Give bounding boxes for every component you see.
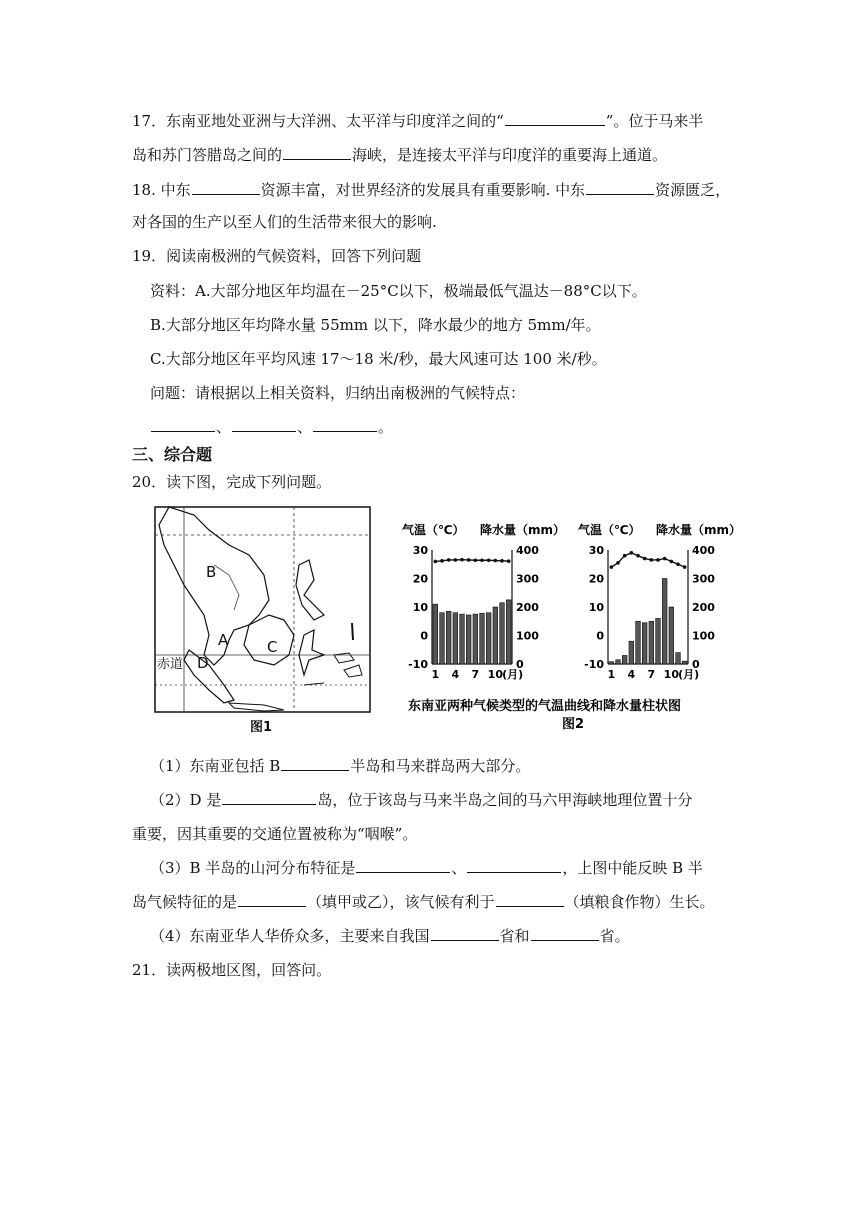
right-chart-x-tick: (月)	[678, 668, 700, 681]
left-chart-precip-bar	[500, 603, 505, 664]
q17-text-a: 17．东南亚地处亚洲与大洋洲、太平洋与印度洋之间的“	[132, 112, 504, 130]
left-chart-temp-point	[494, 559, 498, 563]
q20-sub3-blank1[interactable]	[356, 858, 450, 873]
right-chart-precip-bar	[616, 660, 621, 664]
q19-sep2: 、	[297, 418, 313, 436]
q20-sub3-blank4[interactable]	[496, 892, 564, 907]
q18-blank1[interactable]	[192, 180, 260, 195]
left-chart-precip-bar	[506, 600, 511, 664]
q17-line1	[132, 111, 703, 131]
q19-material-b: B.大部分地区年均降水量 55mm 以下，降水最少的地方 5mm/年。	[150, 316, 601, 334]
right-chart-precip-bar	[682, 661, 687, 664]
right-chart-right-tick: 100	[692, 629, 715, 643]
q19-blank1[interactable]	[151, 417, 215, 432]
left-chart-left-tick: -10	[408, 658, 428, 671]
right-chart-x-tick: 4	[627, 668, 636, 681]
figure2-charts	[400, 520, 745, 740]
right-chart-left-tick: 20	[588, 572, 604, 586]
left-chart-precip-bar	[486, 613, 491, 664]
right-chart-temp-point	[636, 554, 640, 558]
q20-sub1-blank[interactable]	[281, 756, 349, 771]
left-chart-temp-point	[447, 558, 451, 562]
left-temp-label: 气温（℃）	[402, 523, 465, 537]
q18-line1	[132, 180, 730, 200]
right-chart-precip-bar	[636, 621, 641, 664]
left-chart-left-tick: 0	[420, 629, 428, 643]
left-chart-precip-bar	[433, 604, 438, 664]
left-chart-x-tick: 1	[431, 668, 440, 681]
left-chart-left-tick: 20	[412, 572, 428, 586]
right-chart-temp-point	[656, 558, 660, 562]
map-label-c: C	[267, 638, 278, 656]
q20-sub3-cont	[132, 892, 715, 912]
map-label-equator: 赤道	[157, 657, 184, 672]
left-chart-x-tick: 10	[487, 668, 503, 681]
q20-sub4-c: 省。	[599, 927, 630, 945]
q20-sub4	[150, 926, 630, 946]
q20-sub3-b: ，上图中能反映 B 半	[562, 859, 703, 877]
q20-sub1	[150, 756, 530, 776]
q20-sub1-a: （1）东南亚包括 B	[150, 757, 281, 775]
left-chart-temp-point	[487, 558, 491, 562]
right-chart-right-tick: 300	[692, 572, 715, 586]
q17-line2	[132, 145, 667, 165]
q19-answer-row	[150, 417, 393, 437]
map-label-b: B	[206, 563, 217, 581]
right-chart-temp-point	[610, 565, 614, 569]
left-chart-precip-bar	[440, 613, 445, 664]
figure1-map	[154, 505, 372, 735]
q20-intro: 20．读下图，完成下列问题。	[132, 473, 332, 491]
q20-sub2-a: （2）D 是	[150, 791, 222, 809]
right-chart-precip-bar	[656, 618, 661, 664]
left-chart-precip-bar	[480, 613, 485, 664]
q18-text-a: 18. 中东	[132, 181, 191, 199]
right-chart-temp-point	[650, 558, 654, 562]
left-chart-x-tick: 4	[451, 668, 460, 681]
left-chart-precip-bar	[466, 615, 471, 664]
q20-sub3-d: （填甲或乙），该气候有利于	[307, 893, 495, 911]
right-chart-right-tick: 400	[692, 544, 715, 557]
right-precip-label: 降水量（mm）	[656, 523, 742, 537]
right-chart-left-tick: 10	[588, 601, 604, 614]
map-label-d: D	[197, 654, 209, 672]
q18-text-b: 资源丰富，对世界经济的发展具有重要影响. 中东	[260, 181, 586, 199]
left-chart-precip-bar	[453, 613, 458, 664]
right-chart-x-tick: 10	[663, 668, 679, 681]
right-chart-left-tick: 30	[588, 544, 604, 557]
right-chart-right-tick: 200	[692, 601, 715, 614]
right-chart-temp-point	[616, 561, 620, 565]
right-chart-left-tick: 0	[596, 629, 604, 643]
left-chart-precip-bar	[460, 614, 465, 664]
left-chart-temp-line	[435, 560, 508, 562]
q18-line2: 对各国的生产以至人们的生活带来很大的影响.	[132, 213, 437, 231]
q19-material-c: C.大部分地区年平均风速 17～18 米/秒，最大风速可达 100 米/秒。	[150, 350, 607, 368]
q20-sub1-b: 半岛和马来群岛两大部分。	[350, 757, 531, 775]
q19-blank3[interactable]	[313, 417, 377, 432]
left-chart-x-tick: 7	[471, 668, 480, 681]
left-precip-label: 降水量（mm）	[480, 523, 566, 537]
section-title: 三、综合题	[132, 445, 213, 464]
left-chart-temp-point	[434, 560, 438, 564]
left-chart-left-tick: 10	[412, 601, 428, 614]
q18-text-c: 资源匮乏，	[655, 181, 731, 199]
right-chart-precip-bar	[649, 621, 654, 664]
q20-sub3-c: 岛气候特征的是	[132, 893, 238, 911]
q20-sub3-blank2[interactable]	[467, 858, 561, 873]
q20-sub4-b: 省和	[499, 927, 530, 945]
right-chart-temp-point	[683, 565, 687, 569]
right-chart-precip-bar	[676, 653, 681, 664]
right-chart-x-tick: 7	[647, 668, 656, 681]
right-chart-precip-bar	[669, 607, 674, 664]
left-chart-precip-bar	[493, 607, 498, 664]
figure2-caption: 图2	[562, 717, 585, 732]
q19-end: 。	[378, 418, 394, 436]
right-chart-precip-bar	[629, 641, 634, 664]
q17-text-c: 岛和苏门答腊岛之间的	[132, 146, 283, 164]
q20-sub2-blank[interactable]	[222, 790, 316, 805]
left-chart-right-tick: 400	[516, 544, 539, 557]
q19-material-a: 资料：A.大部分地区年均温在－25°C以下，极端最低气温达－88°C以下。	[150, 282, 647, 300]
left-chart-temp-point	[507, 559, 511, 563]
q20-sub3-e: （填粮食作物）生长。	[564, 893, 715, 911]
q19-blank2[interactable]	[232, 417, 296, 432]
left-chart-temp-point	[474, 558, 478, 562]
q20-sub4-blank1[interactable]	[431, 926, 499, 941]
q19-title: 19．阅读南极洲的气候资料，回答下列问题	[132, 247, 422, 265]
left-chart-left-tick: 30	[412, 544, 428, 557]
left-chart-precip-bar	[473, 614, 478, 664]
left-chart-right-tick: 0	[516, 658, 524, 671]
q20-sub2-cont: 重要，因其重要的交通位置被称为“咽喉”。	[132, 825, 418, 843]
right-chart-precip-bar	[609, 662, 614, 664]
right-chart-temp-point	[676, 562, 680, 566]
q20-sub4-a: （4）东南亚华人华侨众多，主要来自我国	[150, 927, 430, 945]
q17-blank1[interactable]	[505, 111, 605, 126]
right-chart-temp-point	[663, 557, 667, 561]
right-chart-left-tick: -10	[584, 658, 604, 671]
q18-blank2[interactable]	[586, 180, 654, 195]
q17-text-d: 海峡，是连接太平洋与印度洋的重要海上通道。	[352, 146, 668, 164]
right-chart-precip-bar	[662, 579, 667, 665]
right-chart-x-tick: 1	[607, 668, 616, 681]
q17-blank2[interactable]	[283, 145, 351, 160]
left-chart-x-tick: (月)	[502, 668, 524, 681]
right-chart-precip-bar	[622, 655, 627, 664]
left-chart-right-tick: 100	[516, 629, 539, 643]
right-chart-right-tick: 0	[692, 658, 700, 671]
q17-text-b: ”。位于马来半	[605, 112, 704, 130]
q20-sub2-b: 岛，位于该岛与马来半岛之间的马六甲海峡地理位置十分	[317, 791, 693, 809]
right-chart-precip-bar	[642, 623, 647, 664]
left-chart-precip-bar	[446, 611, 451, 664]
q20-sub4-blank2[interactable]	[531, 926, 599, 941]
left-chart-temp-point	[480, 558, 484, 562]
q20-sub3-sep: 、	[451, 859, 467, 877]
right-chart-temp-point	[670, 560, 674, 564]
figure2-title: 东南亚两种气候类型的气温曲线和降水量柱状图	[408, 699, 682, 714]
left-chart-temp-point	[454, 558, 458, 562]
left-chart-temp-point	[467, 558, 471, 562]
q19-question: 问题：请根据以上相关资料，归纳出南极洲的气候特点：	[150, 384, 526, 402]
q20-sub3-blank3[interactable]	[238, 892, 306, 907]
q19-sep1: 、	[216, 418, 232, 436]
q20-sub2	[150, 790, 692, 810]
q20-sub3	[150, 858, 703, 878]
right-chart-temp-point	[623, 554, 627, 558]
right-chart-temp-point	[643, 557, 647, 561]
right-temp-label: 气温（℃）	[578, 523, 641, 537]
left-chart-right-tick: 200	[516, 601, 539, 614]
q20-sub3-a: （3）B 半岛的山河分布特征是	[150, 859, 356, 877]
right-chart-temp-line	[611, 553, 684, 567]
left-chart-temp-point	[440, 559, 444, 563]
left-chart-right-tick: 300	[516, 572, 539, 586]
left-chart-temp-point	[460, 558, 464, 562]
right-chart-temp-point	[630, 551, 634, 555]
left-chart-temp-point	[500, 559, 504, 563]
map-label-a: A	[218, 631, 229, 649]
figure1-caption: 图1	[250, 720, 273, 735]
q21-text: 21．读两极地区图，回答问。	[132, 961, 332, 979]
